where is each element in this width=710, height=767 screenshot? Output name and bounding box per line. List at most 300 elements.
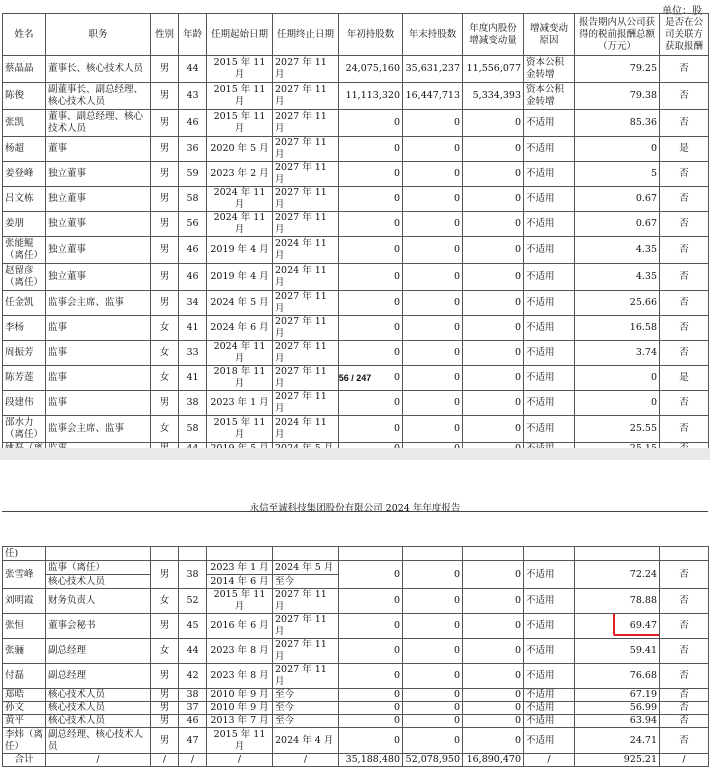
related-cell: 否 [660, 162, 709, 187]
related-cell: 否 [660, 83, 709, 110]
pay-cell: 4.35 [575, 264, 660, 291]
end-cell: 2027 年 11 月 [273, 589, 339, 614]
shares-end-cell: 0 [403, 316, 463, 341]
reason-cell: 不适用 [524, 291, 575, 316]
total-end-cell: / [273, 754, 339, 767]
pay-cell: 0 [575, 391, 660, 416]
start-cell: 2024 年 11 月 [207, 212, 273, 237]
related-cell: 否 [660, 715, 709, 728]
management-table-part1 [2, 13, 709, 456]
pay-cell-highlighted: 69.47 [575, 614, 660, 639]
related-cell: 否 [660, 728, 709, 754]
age-cell: 33 [179, 341, 207, 366]
table-row [3, 316, 709, 341]
shares-start-cell: 24,075,160 [339, 56, 403, 83]
shares-change-cell: 11,556,077 [463, 56, 524, 83]
shares-change-cell: 0 [463, 689, 524, 702]
total-start-cell: / [207, 754, 273, 767]
shares-change-cell: 0 [463, 110, 524, 137]
sex-cell: 男 [151, 83, 179, 110]
end-cell: 至今 [273, 689, 339, 702]
duty-cell: 副总经理 [46, 664, 151, 689]
duty-cell: 独立董事 [46, 237, 151, 264]
end-cell: 2027 年 11 月 [273, 664, 339, 689]
related-cell: 否 [660, 316, 709, 341]
shares-end-cell: 0 [403, 639, 463, 664]
related-cell: 是 [660, 137, 709, 162]
name-cell: 赵留彦（离任） [3, 264, 46, 291]
shares-end-cell: 0 [403, 614, 463, 639]
management-table-part2 [2, 546, 709, 767]
pay-cell: 24.71 [575, 728, 660, 754]
related-cell: 否 [660, 212, 709, 237]
reason-cell: 不适用 [524, 264, 575, 291]
shares-start-cell: 0 [339, 212, 403, 237]
pay-cell: 5 [575, 162, 660, 187]
table-row [3, 664, 709, 689]
pay-cell: 79.38 [575, 83, 660, 110]
end-cell: 2027 年 11 月 [273, 639, 339, 664]
name-cell: 姜朋 [3, 212, 46, 237]
shares-end-cell: 35,631,237 [403, 56, 463, 83]
shares-end-cell: 0 [403, 291, 463, 316]
name-cell: 李炜（离任） [3, 728, 46, 754]
start-cell: 2018 年 11 月 [207, 366, 273, 391]
total-shares-end-cell: 52,078,950 [403, 754, 463, 767]
table-row [3, 547, 709, 561]
start-cell: 2016 年 6 月 [207, 614, 273, 639]
reason-cell: 不适用 [524, 689, 575, 702]
related-cell: 否 [660, 291, 709, 316]
table-row [3, 341, 709, 366]
name-cell: 郑晧 [3, 689, 46, 702]
name-cell: 付磊 [3, 664, 46, 689]
sex-cell: 男 [151, 187, 179, 212]
name-cell: 张骊 [3, 639, 46, 664]
shares-change-cell: 0 [463, 728, 524, 754]
start-cell: 2020 年 5 月 [207, 137, 273, 162]
header-reason: 增减变动原因 [524, 14, 575, 56]
shares-start-cell: 0 [339, 589, 403, 614]
sex-cell: 男 [151, 614, 179, 639]
related-cell: 否 [660, 237, 709, 264]
reason-cell: 不适用 [524, 110, 575, 137]
shares-change-cell: 5,334,393 [463, 83, 524, 110]
end-cell: 至今 [273, 715, 339, 728]
sex-cell: 男 [151, 110, 179, 137]
shares-change-cell: 0 [463, 316, 524, 341]
header-shares-end: 年末持股数 [403, 14, 463, 56]
shares-start-cell: 0 [339, 728, 403, 754]
reason-cell: 不适用 [524, 212, 575, 237]
shares-end-cell: 0 [403, 664, 463, 689]
header-rule [2, 511, 708, 512]
shares-start-cell: 11,113,320 [339, 83, 403, 110]
shares-start-cell: 0 [339, 639, 403, 664]
age-cell: 58 [179, 187, 207, 212]
end-cell: 2024 年 11 月 [273, 264, 339, 291]
shares-change-cell: 0 [463, 715, 524, 728]
duty-cell: 副董事长、副总经理、核心技术人员 [46, 83, 151, 110]
shares-start-cell: 0 [339, 341, 403, 366]
age-cell: 36 [179, 137, 207, 162]
related-cell: 否 [660, 264, 709, 291]
table-row [3, 702, 709, 715]
pay-cell: 3.74 [575, 341, 660, 366]
reason-cell: 不适用 [524, 702, 575, 715]
reason-cell: 不适用 [524, 187, 575, 212]
shares-end-cell: 0 [403, 264, 463, 291]
total-name-cell: 合计 [3, 754, 46, 767]
pay-cell: 59.41 [575, 639, 660, 664]
total-duty-cell: / [46, 754, 151, 767]
shares-end-cell: 0 [403, 702, 463, 715]
sex-cell: 男 [151, 237, 179, 264]
shares-start-cell: 0 [339, 689, 403, 702]
pay-cell: 72.24 [575, 561, 660, 589]
start-cell: 2010 年 9 月 [207, 689, 273, 702]
related-cell: 否 [660, 614, 709, 639]
header-sex: 性别 [151, 14, 179, 56]
end-cell: 2024 年 11 月 [273, 237, 339, 264]
header-end: 任期终止日期 [273, 14, 339, 56]
name-cell: 邵水力（离任） [3, 416, 46, 443]
table-row [3, 561, 709, 575]
duty-cell: 监事 [46, 316, 151, 341]
reason-cell: 不适用 [524, 589, 575, 614]
reason-cell: 不适用 [524, 366, 575, 391]
sex-cell: 男 [151, 728, 179, 754]
reason-cell: 不适用 [524, 639, 575, 664]
table-row [3, 689, 709, 702]
duty-cell: 副总经理、核心技术人员 [46, 728, 151, 754]
start-cell: 2015 年 11 月 [207, 83, 273, 110]
shares-change-cell: 0 [463, 614, 524, 639]
start-cell: 2023 年 8 月 [207, 639, 273, 664]
shares-start-cell: 0 [339, 237, 403, 264]
shares-start-cell: 0 [339, 316, 403, 341]
shares-end-cell: 0 [403, 728, 463, 754]
table-row [3, 187, 709, 212]
end-cell: 2027 年 11 月 [273, 110, 339, 137]
age-cell: 45 [179, 614, 207, 639]
shares-end-cell: 0 [403, 237, 463, 264]
table-row [3, 264, 709, 291]
sex-cell: 男 [151, 56, 179, 83]
end-cell: 2027 年 11 月 [273, 291, 339, 316]
age-cell: 42 [179, 664, 207, 689]
pay-cell: 0.67 [575, 187, 660, 212]
name-cell: 杨超 [3, 137, 46, 162]
duty-cell: 核心技术人员 [46, 715, 151, 728]
age-cell: 46 [179, 264, 207, 291]
shares-start-cell: 0 [339, 110, 403, 137]
age-cell: 41 [179, 366, 207, 391]
start-cell: 2024 年 11 月 [207, 341, 273, 366]
sex-cell: 男 [151, 689, 179, 702]
name-cell: 李杨 [3, 316, 46, 341]
start-cell: 2014 年 6 月 [207, 575, 273, 589]
shares-change-cell: 0 [463, 137, 524, 162]
table-row [3, 715, 709, 728]
duty-cell: 独立董事 [46, 162, 151, 187]
name-cell: 张能鲲（离任） [3, 237, 46, 264]
name-cell: 姜登峰 [3, 162, 46, 187]
reason-cell: 不适用 [524, 728, 575, 754]
shares-end-cell: 0 [403, 137, 463, 162]
sex-cell: 男 [151, 212, 179, 237]
shares-change-cell: 0 [463, 561, 524, 589]
shares-end-cell: 0 [403, 341, 463, 366]
reason-cell: 不适用 [524, 561, 575, 589]
related-cell: 否 [660, 391, 709, 416]
reason-cell: 不适用 [524, 137, 575, 162]
total-sex-cell: / [151, 754, 179, 767]
shares-start-cell: 0 [339, 664, 403, 689]
name-cell: 蔡晶晶 [3, 56, 46, 83]
name-cell: 吕文栋 [3, 187, 46, 212]
sex-cell: 男 [151, 391, 179, 416]
duty-cell: 监事（离任） [46, 561, 151, 575]
reason-cell: 不适用 [524, 237, 575, 264]
shares-end-cell: 0 [403, 416, 463, 443]
start-cell: 2023 年 8 月 [207, 664, 273, 689]
pay-cell: 76.68 [575, 664, 660, 689]
shares-end-cell: 0 [403, 110, 463, 137]
shares-change-cell: 0 [463, 391, 524, 416]
start-cell: 2015 年 11 月 [207, 416, 273, 443]
shares-change-cell: 0 [463, 416, 524, 443]
shares-end-cell: 16,447,713 [403, 83, 463, 110]
duty-cell: 核心技术人员 [46, 702, 151, 715]
start-cell: 2015 年 11 月 [207, 56, 273, 83]
shares-start-cell: 0 [339, 416, 403, 443]
shares-end-cell: 0 [403, 187, 463, 212]
table-row [3, 110, 709, 137]
shares-start-cell: 0 [339, 702, 403, 715]
pay-cell: 0.67 [575, 212, 660, 237]
age-cell: 58 [179, 416, 207, 443]
pay-cell: 56.99 [575, 702, 660, 715]
shares-change-cell: 0 [463, 639, 524, 664]
start-cell: 2019 年 4 月 [207, 264, 273, 291]
total-shares-change-cell: 16,890,470 [463, 754, 524, 767]
duty-cell: 董事会秘书 [46, 614, 151, 639]
shares-change-cell: 0 [463, 589, 524, 614]
table-row [3, 614, 709, 639]
end-cell: 2024 年 11 月 [273, 416, 339, 443]
age-cell: 38 [179, 689, 207, 702]
duty-cell: 监事 [46, 391, 151, 416]
table-row [3, 416, 709, 443]
shares-change-cell: 0 [463, 187, 524, 212]
age-cell: 43 [179, 83, 207, 110]
table-row [3, 212, 709, 237]
reason-cell: 不适用 [524, 416, 575, 443]
pay-cell: 78.88 [575, 589, 660, 614]
shares-end-cell: 0 [403, 561, 463, 589]
shares-end-cell: 0 [403, 689, 463, 702]
pay-cell: 0 [575, 137, 660, 162]
end-cell: 2027 年 11 月 [273, 366, 339, 391]
pay-cell: 25.55 [575, 416, 660, 443]
pay-cell: 4.35 [575, 237, 660, 264]
sex-cell: 男 [151, 162, 179, 187]
duty-cell: 独立董事 [46, 264, 151, 291]
sex-cell: 男 [151, 291, 179, 316]
table-row [3, 728, 709, 754]
duty-cell: 监事 [46, 341, 151, 366]
table-row [3, 83, 709, 110]
pay-cell: 63.94 [575, 715, 660, 728]
table-row [3, 137, 709, 162]
start-cell: 2023 年 1 月 [207, 561, 273, 575]
shares-end-cell: 0 [403, 162, 463, 187]
reason-cell: 不适用 [524, 664, 575, 689]
end-cell: 2027 年 11 月 [273, 187, 339, 212]
name-cell: 陈俊 [3, 83, 46, 110]
pay-cell: 79.25 [575, 56, 660, 83]
table-row [3, 391, 709, 416]
age-cell: 41 [179, 316, 207, 341]
age-cell: 59 [179, 162, 207, 187]
page-number: 56 / 247 [338, 373, 372, 383]
reason-cell: 不适用 [524, 614, 575, 639]
age-cell: 52 [179, 589, 207, 614]
name-cell: 陈芳莲 [3, 366, 46, 391]
shares-end-cell: 0 [403, 715, 463, 728]
unit-label: 单位：股 [662, 6, 702, 17]
shares-start-cell: 0 [339, 366, 403, 391]
start-cell: 2023 年 1 月 [207, 391, 273, 416]
duty-cell: 董事、副总经理、核心技术人员 [46, 110, 151, 137]
duty-cell: 核心技术人员 [46, 575, 151, 589]
related-cell: 否 [660, 639, 709, 664]
duty-cell: 独立董事 [46, 187, 151, 212]
sex-cell: 男 [151, 664, 179, 689]
shares-end-cell: 0 [403, 212, 463, 237]
related-cell: 否 [660, 416, 709, 443]
name-cell: 张凯 [3, 110, 46, 137]
start-cell: 2024 年 5 月 [207, 291, 273, 316]
shares-change-cell: 0 [463, 341, 524, 366]
end-cell: 2027 年 11 月 [273, 137, 339, 162]
end-cell: 2027 年 11 月 [273, 341, 339, 366]
related-cell: 否 [660, 689, 709, 702]
total-pay-cell: 925.21 [575, 754, 660, 767]
name-cell: 任金凯 [3, 291, 46, 316]
sex-cell: 女 [151, 366, 179, 391]
duty-cell: 核心技术人员 [46, 689, 151, 702]
end-cell: 2027 年 11 月 [273, 56, 339, 83]
sex-cell: 男 [151, 264, 179, 291]
age-cell: 38 [179, 561, 207, 589]
reason-cell: 资本公积金转增 [524, 83, 575, 110]
table-row [3, 291, 709, 316]
total-related-cell: / [660, 754, 709, 767]
age-cell: 46 [179, 110, 207, 137]
name-cell: 张雪峰 [3, 561, 46, 589]
duty-cell: 财务负责人 [46, 589, 151, 614]
sex-cell: 女 [151, 416, 179, 443]
shares-change-cell: 0 [463, 212, 524, 237]
start-cell: 2010 年 9 月 [207, 702, 273, 715]
sex-cell: 男 [151, 137, 179, 162]
start-cell: 2024 年 11 月 [207, 187, 273, 212]
age-cell: 37 [179, 702, 207, 715]
shares-start-cell: 0 [339, 391, 403, 416]
shares-start-cell: 0 [339, 614, 403, 639]
age-cell: 46 [179, 715, 207, 728]
related-cell: 否 [660, 187, 709, 212]
shares-start-cell: 0 [339, 561, 403, 589]
sex-cell: 女 [151, 316, 179, 341]
total-row [3, 754, 709, 767]
table-row [3, 162, 709, 187]
shares-change-cell: 0 [463, 664, 524, 689]
reason-cell: 不适用 [524, 162, 575, 187]
age-cell: 56 [179, 212, 207, 237]
shares-start-cell: 0 [339, 137, 403, 162]
age-cell: 44 [179, 56, 207, 83]
related-cell: 否 [660, 702, 709, 715]
reason-cell: 不适用 [524, 316, 575, 341]
pay-cell: 16.58 [575, 316, 660, 341]
shares-change-cell: 0 [463, 366, 524, 391]
name-cell: 孙文 [3, 702, 46, 715]
header-related: 是否在公司关联方获取报酬 [660, 14, 709, 56]
sex-cell: 女 [151, 341, 179, 366]
name-cell: 刘明霞 [3, 589, 46, 614]
shares-change-cell: 0 [463, 237, 524, 264]
duty-cell: 监事 [46, 366, 151, 391]
age-cell: 47 [179, 728, 207, 754]
related-cell: 否 [660, 341, 709, 366]
shares-change-cell: 0 [463, 702, 524, 715]
name-cell: 张恒 [3, 614, 46, 639]
start-cell: 2024 年 6 月 [207, 316, 273, 341]
shares-change-cell: 0 [463, 291, 524, 316]
duty-cell: 董事 [46, 137, 151, 162]
end-cell: 2027 年 11 月 [273, 391, 339, 416]
age-cell: 46 [179, 237, 207, 264]
header-start: 任期起始日期 [207, 14, 273, 56]
table-row [3, 56, 709, 83]
total-age-cell: / [179, 754, 207, 767]
start-cell: 2015 年 11 月 [207, 728, 273, 754]
related-cell: 否 [660, 664, 709, 689]
pay-cell: 0 [575, 366, 660, 391]
shares-end-cell: 0 [403, 589, 463, 614]
name-cell: 任) [3, 547, 46, 561]
shares-start-cell: 0 [339, 291, 403, 316]
related-cell: 否 [660, 589, 709, 614]
related-cell: 否 [660, 561, 709, 589]
sex-cell: 男 [151, 702, 179, 715]
header-age: 年龄 [179, 14, 207, 56]
start-cell: 2015 年 11 月 [207, 589, 273, 614]
age-cell: 34 [179, 291, 207, 316]
start-cell: 2019 年 4 月 [207, 237, 273, 264]
duty-cell: 独立董事 [46, 212, 151, 237]
header-shares-start: 年初持股数 [339, 14, 403, 56]
shares-start-cell: 0 [339, 162, 403, 187]
related-cell: 是 [660, 366, 709, 391]
shares-change-cell: 0 [463, 162, 524, 187]
duty-cell: 监事会主席、监事 [46, 416, 151, 443]
shares-start-cell: 0 [339, 264, 403, 291]
reason-cell: 不适用 [524, 715, 575, 728]
